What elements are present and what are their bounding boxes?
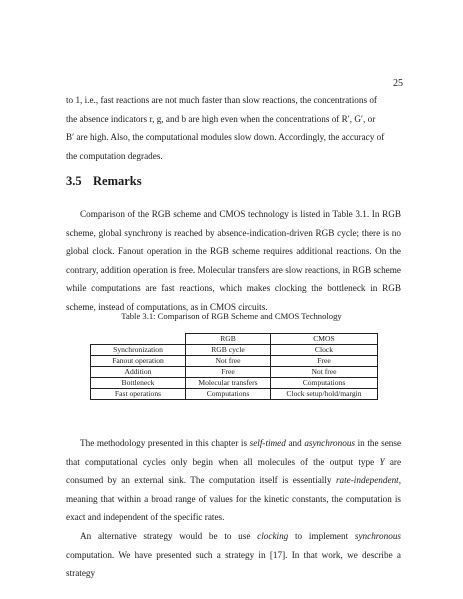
methodology-text: meaning that within a broad range of values for the kinetic constants, the computation is exact and independent of the specific rates.: [66, 493, 401, 523]
remarks-paragraph: [66, 205, 401, 317]
table-cell: Not free: [186, 356, 271, 367]
methodology-text: The methodology presented in this chapter is: [80, 438, 248, 448]
methodology-text: and: [288, 438, 302, 448]
table-cell: Free: [271, 356, 378, 367]
methodology-text: are consumed by an external sink. The computation itself is essentially: [66, 456, 402, 486]
table-cell: Clock: [271, 345, 378, 356]
methodology-emphasis: asynchronous: [304, 438, 356, 448]
alternative-text: to implement: [295, 531, 349, 541]
table-row: [91, 389, 378, 400]
table-cell: Not free: [271, 367, 378, 378]
table-header-cell: [91, 334, 186, 345]
table-row: [91, 367, 378, 378]
table-cell: RGB cycle: [186, 345, 271, 356]
table-row: [91, 378, 378, 389]
table-cell: Clock setup/hold/margin: [271, 389, 378, 400]
alternative-text: An alternative strategy would be to use: [80, 531, 251, 541]
alternative-emphasis: synchronous: [354, 531, 401, 541]
table-cell: Bottleneck: [91, 378, 186, 389]
table-cell: Addition: [91, 367, 186, 378]
section-number: 3.5: [66, 174, 82, 188]
alternative-paragraph: [66, 527, 401, 583]
table-cell: Fanout operation: [91, 356, 186, 367]
section-title: Remarks: [93, 174, 142, 188]
methodology-math: Y: [379, 456, 385, 467]
table-header-cell: CMOS: [271, 334, 378, 345]
intro-line-1: to 1, i.e., fast reactions are not much faster than slow reactions, the concentrations of: [66, 95, 377, 105]
alternative-emphasis: clocking: [257, 531, 289, 541]
methodology-text: in the sense that computational cycles only begin when all molecules of the output type: [66, 438, 402, 467]
intro-paragraph: [66, 91, 401, 165]
intro-line-4: the computation degrades.: [66, 150, 163, 161]
table-row: [91, 356, 378, 367]
page-number: 25: [393, 78, 403, 89]
table-cell: Computations: [186, 389, 271, 400]
methodology-emphasis: rate-independent,: [335, 475, 402, 486]
section-heading: [66, 174, 142, 189]
intro-line-3: B′ are high. Also, the computational modules slow down. Accordingly, the accuracy of: [66, 132, 385, 143]
table-cell: Computations: [271, 378, 378, 389]
table-cell: Free: [186, 367, 271, 378]
table-cell: Fast operations: [91, 389, 186, 400]
comparison-table: [90, 333, 378, 400]
remarks-text: Comparison of the RGB scheme and CMOS technology is listed in Table 3.1. In RGB scheme, global synchrony is reached by absence-indication-driven RGB cycle; there is no global clock. Fanout operation in the RGB scheme requires additional reactions. On the contrary, addition operation is free. Molecular transfers are slow reactions, in RGB scheme while computations are fast reactions, which makes clocking the bottleneck in RGB scheme, instead of computations, as in CMOS circuits.: [66, 209, 401, 312]
methodology-paragraph: [66, 434, 401, 527]
intro-line-2: the absence indicators r, g, and b are high even when the concentrations of R′, G′, or: [66, 113, 376, 124]
table-header-row: [91, 334, 378, 345]
table-cell: Synchronization: [91, 345, 186, 356]
table-row: [91, 345, 378, 356]
table-caption: Table 3.1: Comparison of RGB Scheme and CMOS Technology: [121, 311, 342, 321]
table-header-cell: RGB: [186, 334, 271, 345]
table-cell: Molecular transfers: [186, 378, 271, 389]
methodology-emphasis: self-timed: [249, 438, 286, 448]
alternative-text: computation. We have presented such a strategy in [17]. In that work, we describe a strategy: [66, 549, 401, 579]
